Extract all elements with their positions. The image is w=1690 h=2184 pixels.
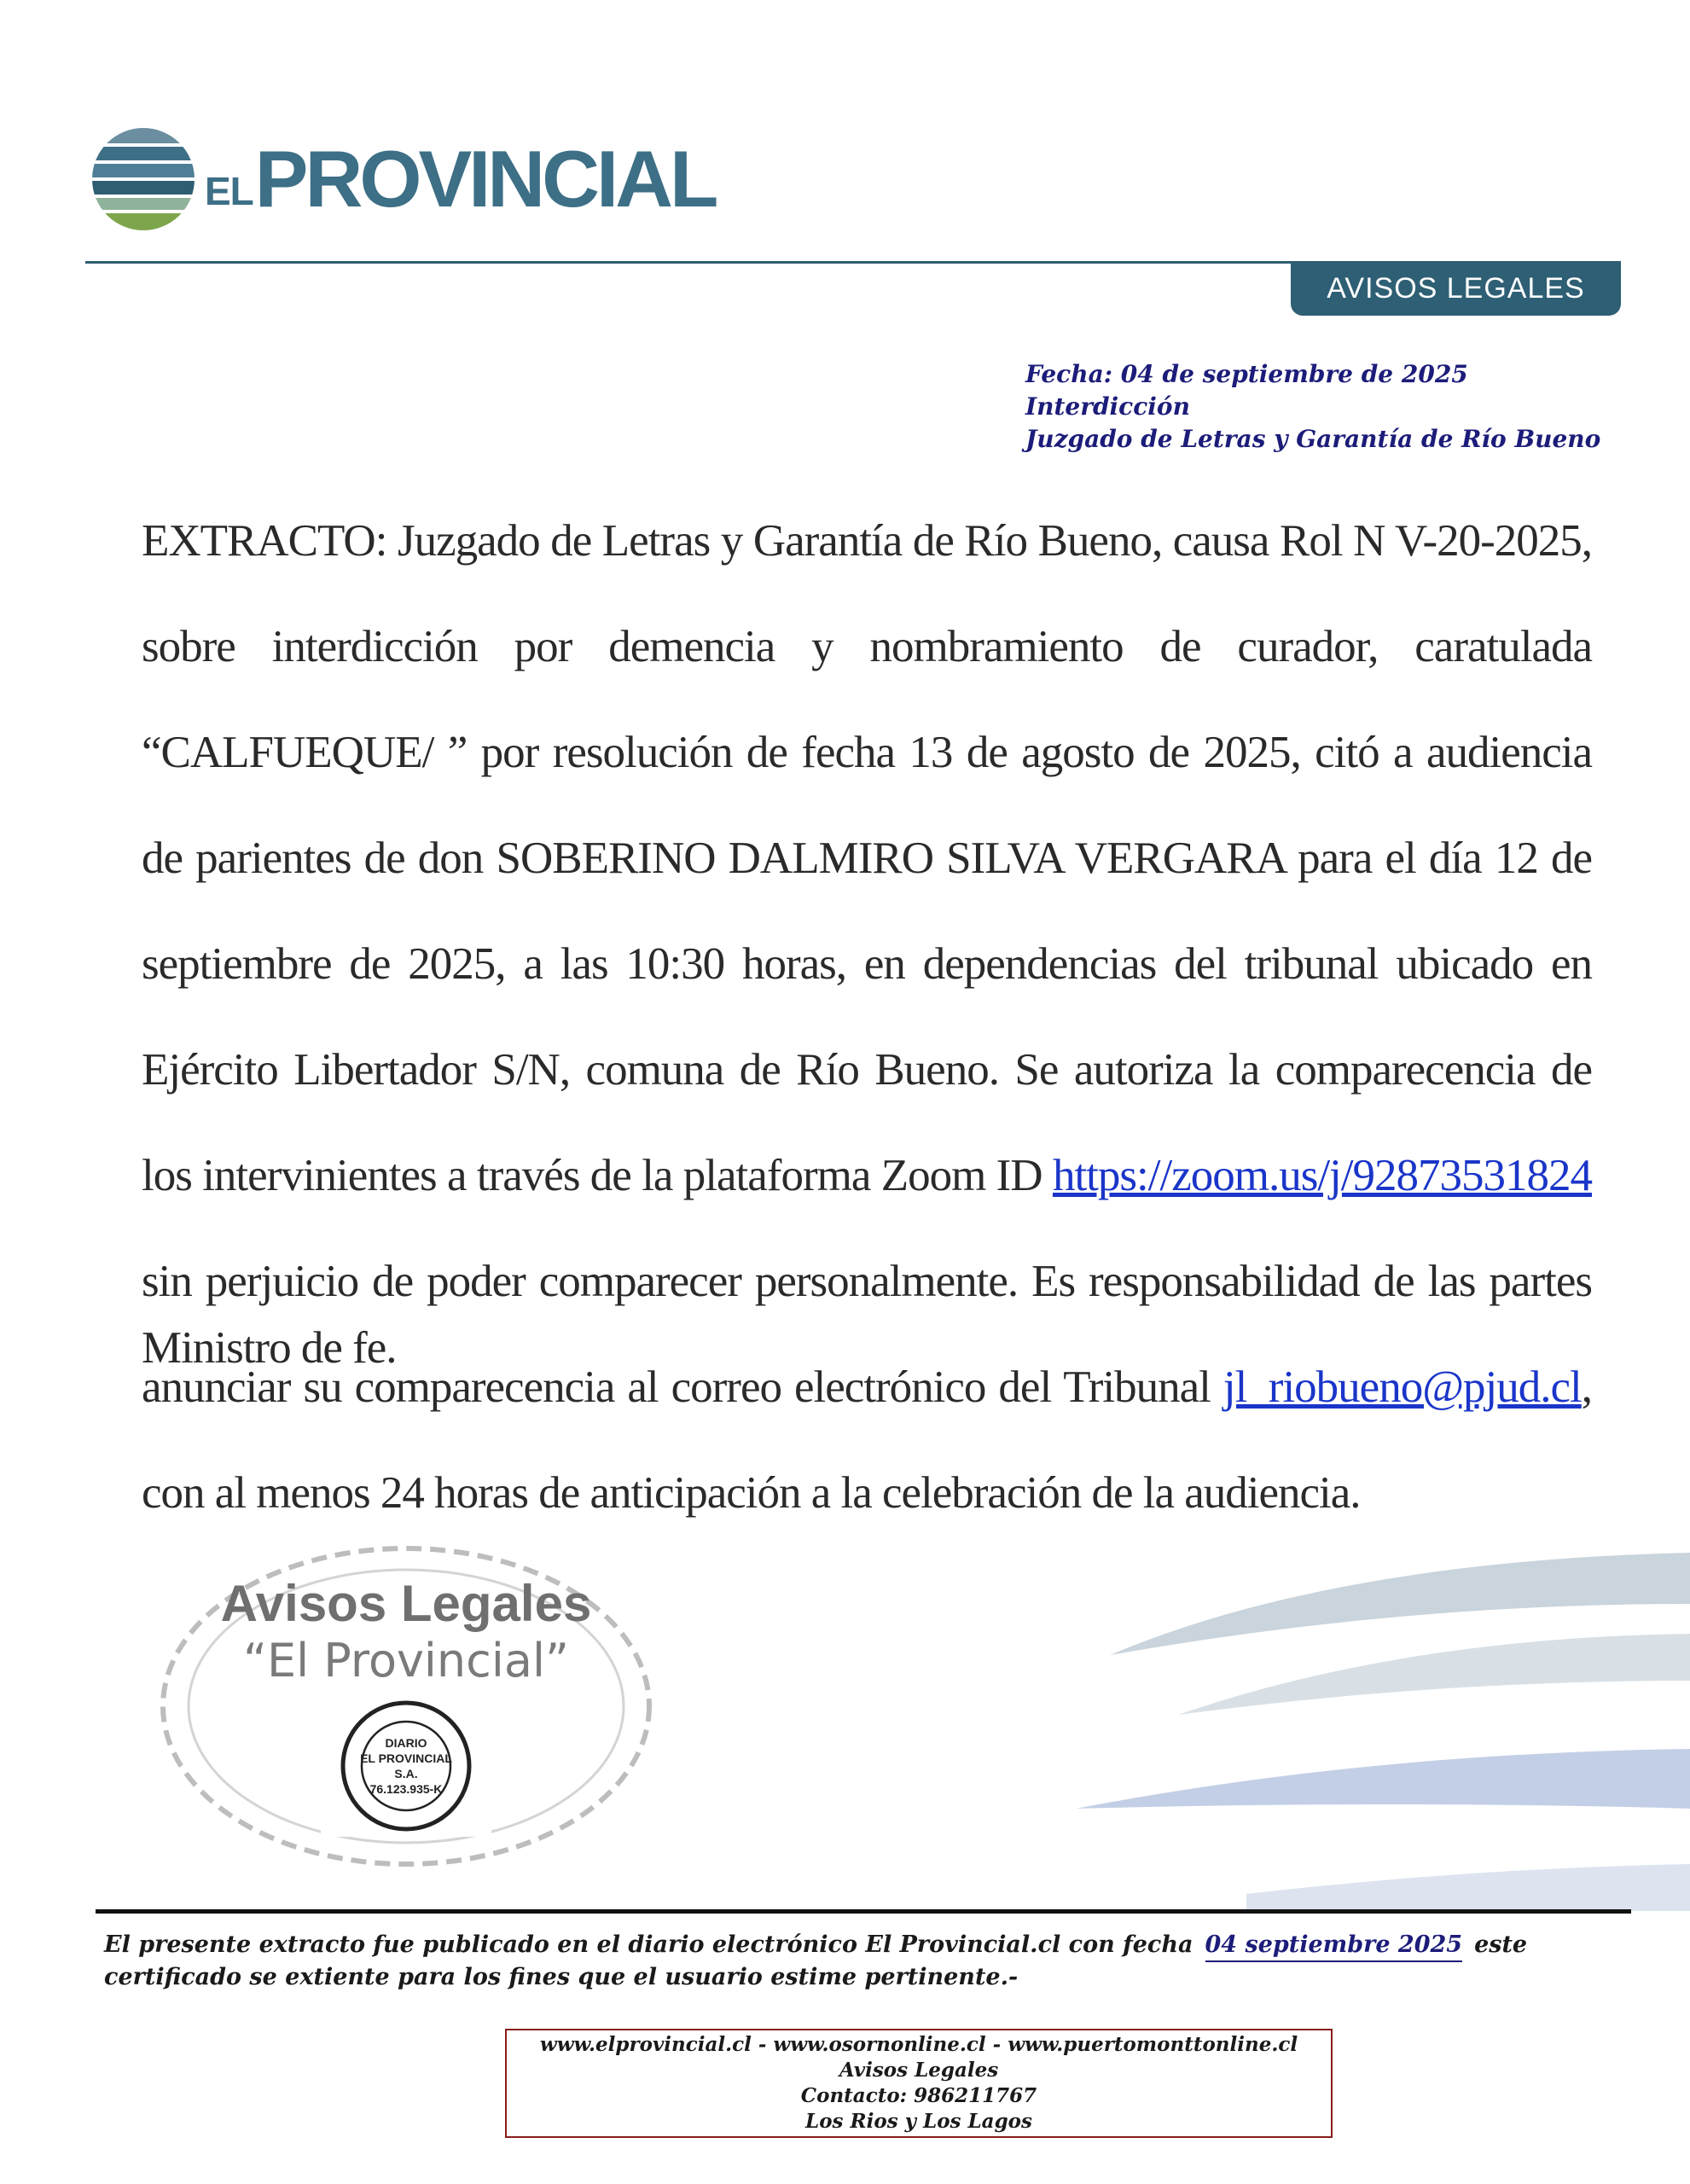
- seal-line-4: 76.123.935-K: [369, 1782, 443, 1796]
- contact-region: Los Rios y Los Lagos: [805, 2110, 1032, 2133]
- contact-box: [505, 2029, 1333, 2138]
- tribunal-email-link[interactable]: jl_riobueno@pjud.cl: [1222, 1362, 1582, 1412]
- meta-court: Juzgado de Letras y Garantía de Río Bueno: [1025, 425, 1601, 453]
- decorative-swoosh: [1076, 1553, 1690, 1911]
- stamp-subtitle: “El Provincial”: [243, 1634, 569, 1687]
- notice-body: [142, 488, 1592, 1546]
- seal-line-2: EL PROVINCIAL: [360, 1751, 452, 1765]
- swoosh-band-4: [1246, 1864, 1690, 1911]
- globe-icon: [92, 128, 195, 230]
- footer-divider: [96, 1909, 1631, 1914]
- brand-name: PROVINCIAL: [254, 134, 716, 224]
- meta-type: Interdicción: [1025, 392, 1190, 421]
- publication-statement: [104, 1930, 1623, 1993]
- notice-text-2: sin perjuicio de poder comparecer personalmente. Es responsabilidad de las partes anunciar su comparecencia al correo electrónico del Tribunal: [142, 1257, 1592, 1412]
- zoom-link[interactable]: https://zoom.us/j/92873531824: [1052, 1151, 1592, 1200]
- statement-before: El presente extracto fue publicado en el diario electrónico El Provincial.cl con fecha: [104, 1931, 1193, 1958]
- meta-date: Fecha: 04 de septiembre de 2025: [1025, 360, 1468, 388]
- contact-phone: Contacto: 986211767: [800, 2084, 1037, 2107]
- contact-section: Avisos Legales: [839, 2059, 999, 2082]
- notice-closing: Ministro de fe.: [142, 1323, 397, 1373]
- contact-websites: www.elprovincial.cl - www.osornonline.cl - www.puertomonttonline.cl: [539, 2033, 1298, 2056]
- seal-line-1: DIARIO: [385, 1736, 427, 1750]
- statement-date: 04 septiembre 2025: [1205, 1930, 1463, 1962]
- swoosh-band-2: [1178, 1634, 1690, 1715]
- brand-wordmark: [205, 134, 716, 224]
- notice-text-3: , con al menos 24 horas de anticipación a la celebración de la audiencia.: [142, 1362, 1592, 1518]
- legal-notice-stamp: [150, 1536, 662, 1877]
- section-tab: AVISOS LEGALES: [1291, 261, 1621, 316]
- stamp-title: Avisos Legales: [220, 1575, 592, 1632]
- swoosh-band-3: [1076, 1749, 1690, 1809]
- el-provincial-logo: [92, 128, 715, 230]
- statement-after: este certificado se extiente para los fines que el usuario estime pertinente.-: [104, 1931, 1528, 1990]
- notice-meta: [1025, 358, 1600, 456]
- seal-line-3: S.A.: [394, 1767, 418, 1780]
- brand-prefix: EL: [205, 169, 253, 213]
- notice-text-1: EXTRACTO: Juzgado de Letras y Garantía de Río Bueno, causa Rol N V-20-2025, sobre interdicción por demencia y nombramiento de curador, caratulada “CALFUEQUE/ ” por resolución de fecha 13 de agosto de 2025, citó a audiencia de parientes de don SOBERINO DALMIRO SILVA VERGARA para el día 12 de septiembre de 2025, a las 10:30 horas, en dependencias del tribunal ubicado en Ejército Libertador S/N, comuna de Río Bueno. Se autoriza la comparecencia de los intervinientes a través de la plataforma Zoom ID: [142, 516, 1592, 1200]
